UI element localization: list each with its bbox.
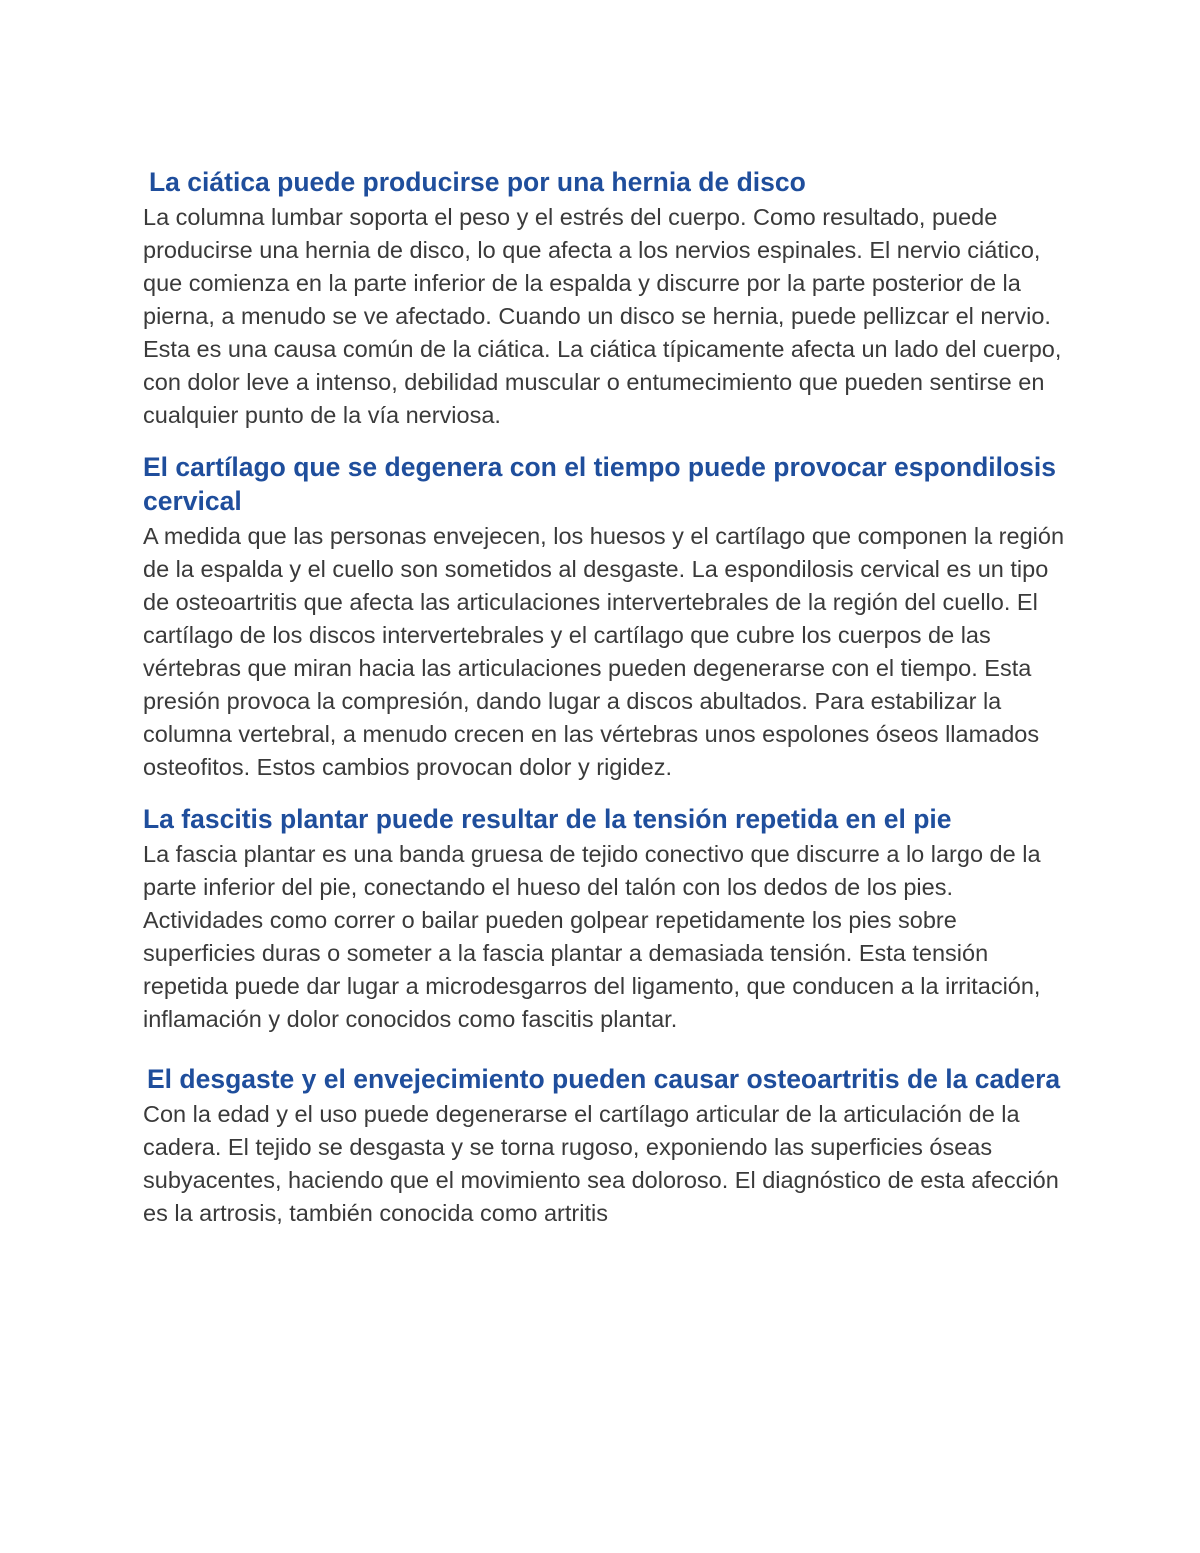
- section-cervical-spondylosis: [143, 450, 1073, 784]
- section-heading: La ciática puede producirse por una hernia de disco: [149, 167, 806, 197]
- section-paragraph: La fascia plantar es una banda gruesa de tejido conectivo que discurre a lo largo de la parte inferior del pie, conectando el hueso del talón con los dedos de los pies. Actividades como correr o bailar pueden golpear repetidamente los pies sobre superficies duras o someter a la fascia plantar a demasiada tensión. Esta tensión repetida puede dar lugar a microdesgarros del ligamento, que conducen a la irritación, inflamación y dolor conocidos como fascitis plantar.: [143, 841, 1041, 1032]
- section-heading: El desgaste y el envejecimiento pueden causar osteoartritis de la cadera: [147, 1064, 1061, 1094]
- section-sciatica: [143, 165, 1073, 432]
- section-plantar-fasciitis: [143, 802, 1073, 1036]
- section-paragraph: A medida que las personas envejecen, los huesos y el cartílago que componen la región de la espalda y el cuello son sometidos al desgaste. La espondilosis cervical es un tipo de osteoartritis que afecta las articulaciones intervertebrales de la región del cuello. El cartílago de los discos intervertebrales y el cartílago que cubre los cuerpos de las vértebras que miran hacia las articulaciones pueden degenerarse con el tiempo. Esta presión provoca la compresión, dando lugar a discos abultados. Para estabilizar la columna vertebral, a menudo crecen en las vértebras unos espolones óseos llamados osteofitos. Estos cambios provocan dolor y rigidez.: [143, 523, 1065, 780]
- section-paragraph: Con la edad y el uso puede degenerarse el cartílago articular de la articulación de la cadera. El tejido se desgasta y se torna rugoso, exponiendo las superficies óseas subyacentes, haciendo que el movimiento sea doloroso. El diagnóstico de esta afección es la artrosis, también conocida como artritis: [143, 1101, 1059, 1226]
- section-heading: El cartílago que se degenera con el tiempo puede provocar espondilosis cervical: [143, 452, 1057, 516]
- section-heading: La fascitis plantar puede resultar de la tensión repetida en el pie: [143, 804, 952, 834]
- section-hip-osteoarthritis: [143, 1062, 1073, 1230]
- section-paragraph: La columna lumbar soporta el peso y el estrés del cuerpo. Como resultado, puede producirse una hernia de disco, lo que afecta a los nervios espinales. El nervio ciático, que comienza en la parte inferior de la espalda y discurre por la parte posterior de la pierna, a menudo se ve afectado. Cuando un disco se hernia, puede pellizcar el nervio. Esta es una causa común de la ciática. La ciática típicamente afecta un lado del cuerpo, con dolor leve a intenso, debilidad muscular o entumecimiento que pueden sentirse en cualquier punto de la vía nerviosa.: [143, 204, 1062, 428]
- document-page: [143, 165, 1073, 1230]
